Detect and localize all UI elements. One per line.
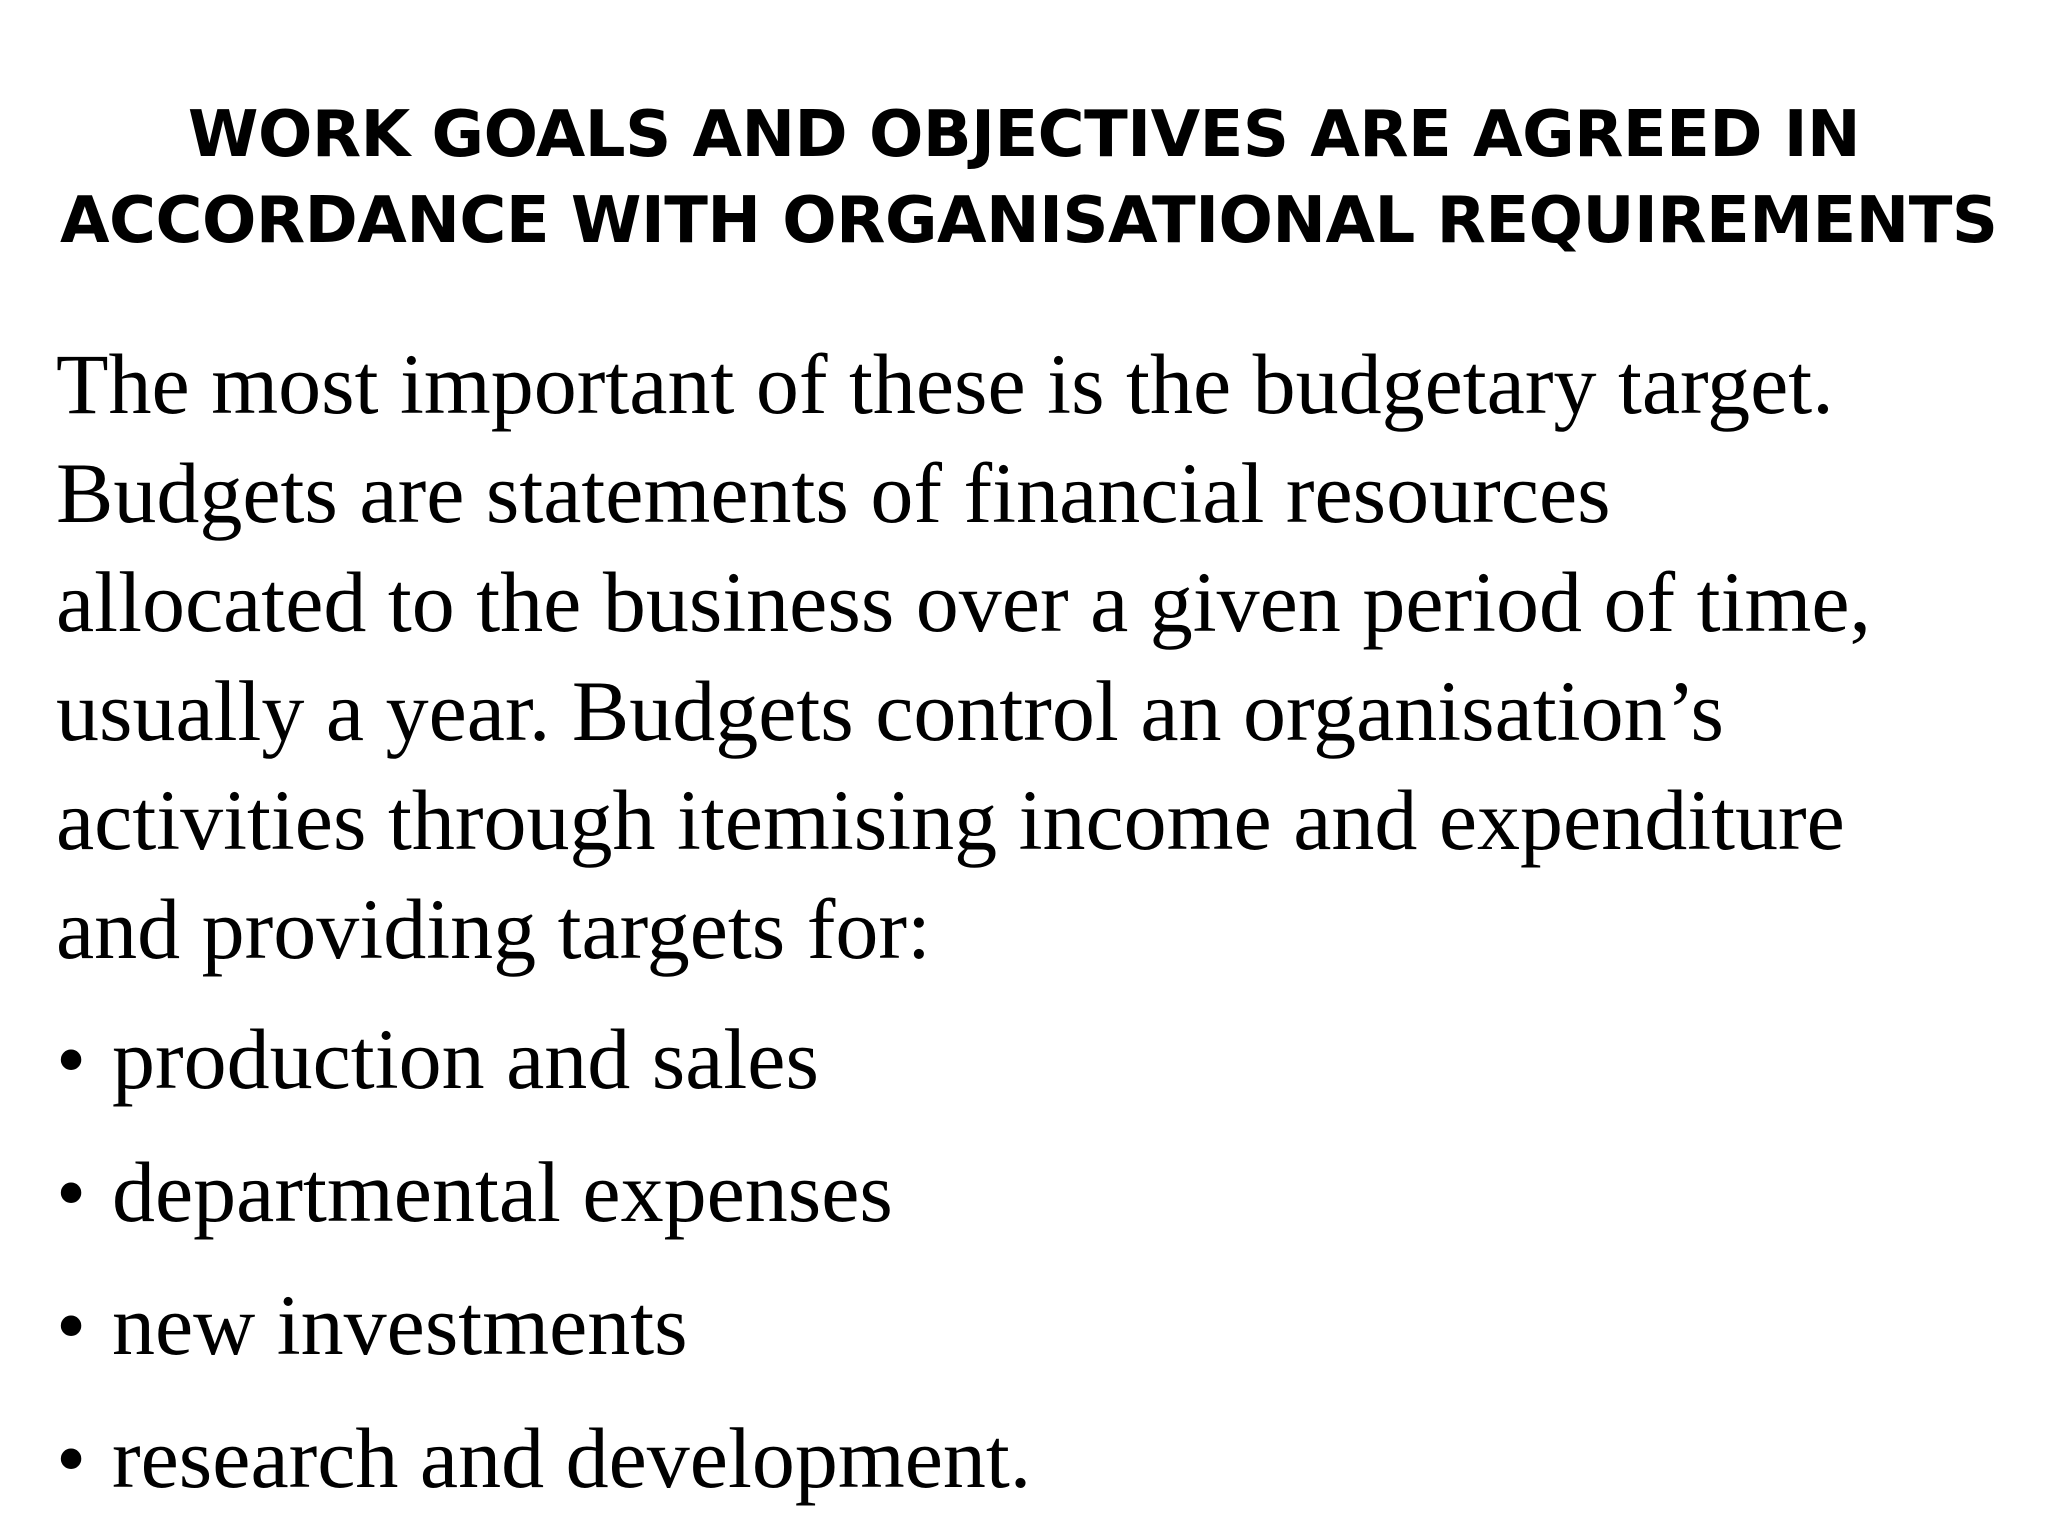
list-item: [56, 1271, 2016, 1380]
bullet-text: departmental expenses: [112, 1144, 893, 1240]
paragraph-line: usually a year. Budgets control an organisation’s: [56, 663, 1724, 759]
bullet-icon: •: [56, 1277, 87, 1373]
bullet-icon: •: [56, 1410, 87, 1506]
body-paragraph: [56, 330, 2016, 984]
bullet-list: [56, 1005, 2016, 1537]
paragraph-line: Budgets are statements of financial resources: [56, 445, 1611, 541]
bullet-icon: •: [56, 1011, 87, 1107]
list-item: [56, 1404, 2016, 1513]
bullet-icon: •: [56, 1144, 87, 1240]
bullet-text: production and sales: [112, 1011, 819, 1107]
paragraph-line: and providing targets for:: [56, 881, 931, 977]
slide-title-line-2: ACCORDANCE WITH ORGANISATIONAL REQUIREMENTS: [60, 184, 1998, 258]
paragraph-line: allocated to the business over a given period of time,: [56, 554, 1872, 650]
paragraph-line: activities through itemising income and expenditure: [56, 772, 1845, 868]
bullet-text: research and development.: [112, 1410, 1032, 1506]
paragraph-line: The most important of these is the budgetary target.: [56, 336, 1834, 432]
list-item: [56, 1138, 2016, 1247]
bullet-text: new investments: [112, 1277, 688, 1373]
slide-title-line-1: WORK GOALS AND OBJECTIVES ARE AGREED IN: [187, 98, 1861, 172]
slide-title: [60, 92, 1998, 264]
list-item: [56, 1005, 2016, 1114]
